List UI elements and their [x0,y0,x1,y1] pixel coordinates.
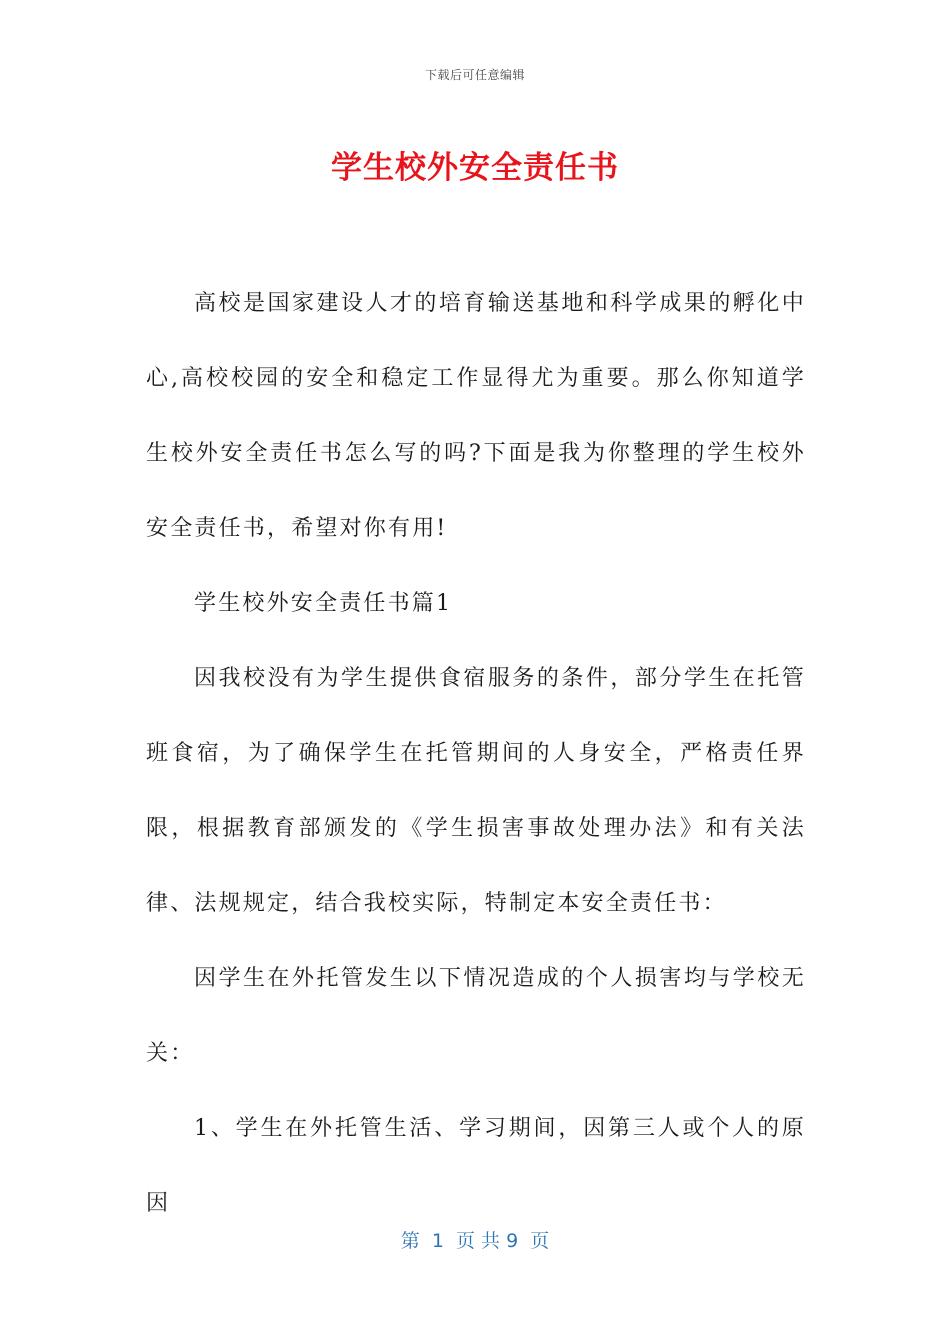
page-footer: 第 1 页 共 9 页 [400,1230,550,1252]
document-title: 学生校外安全责任书 [331,150,619,186]
header-note: 下载后可任意编辑 [424,68,525,82]
paragraph-intro: 高校是国家建设人才的培育输送基地和科学成果的孵化中心,高校校园的安全和稳定工作显得尤为重要。那么你知道学生校外安全责任书怎么写的吗?下面是我为你整理的学生校外安全责任书，希望对你有用! [146,291,806,541]
paragraph-disclaimer: 因学生在外托管发生以下情况造成的个人损害均与学校无关： [146,966,806,1066]
document-body [146,266,806,1241]
list-item-1: 1、学生在外托管生活、学习期间，因第三人或个人的原因 [146,1116,806,1216]
section-heading: 学生校外安全责任书篇1 [194,591,453,616]
paragraph-background: 因我校没有为学生提供食宿服务的条件，部分学生在托管班食宿，为了确保学生在托管期间的人身安全，严格责任界限，根据教育部颁发的《学生损害事故处理办法》和有关法律、法规规定，结合我校实际，特制定本安全责任书： [146,666,806,916]
